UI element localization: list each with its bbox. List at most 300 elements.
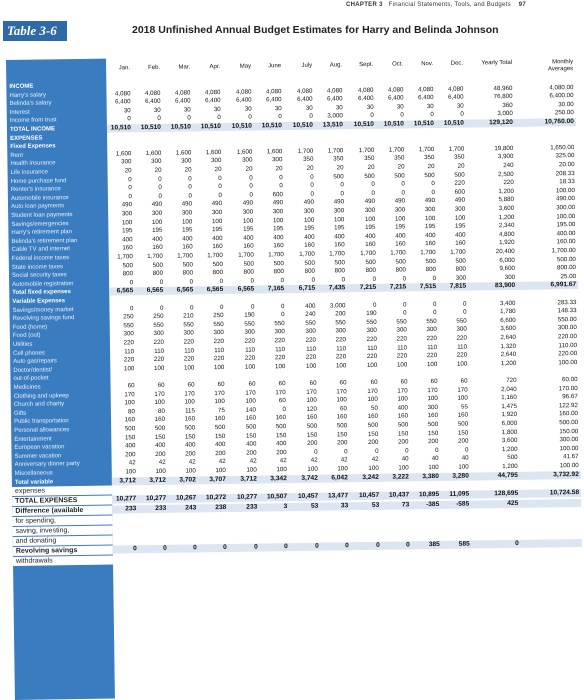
- table-cell: 50: [370, 404, 378, 412]
- row-label: Variable Expenses: [12, 298, 66, 305]
- table-cell: 1,650.00: [550, 143, 575, 152]
- table-cell: -585: [455, 500, 470, 508]
- table-cell: 150.00: [559, 427, 579, 435]
- table-cell: 300.00: [559, 436, 579, 444]
- table-cell: 100: [121, 218, 133, 226]
- table-cell: 300.00: [557, 324, 577, 332]
- table-cell: 10,510: [231, 122, 252, 130]
- table-cell: 220: [335, 353, 347, 361]
- table-cell: 3,000: [327, 112, 343, 120]
- table-cell: 44,795: [497, 471, 518, 479]
- table-cell: 585: [458, 540, 470, 548]
- table-cell: 0: [218, 174, 222, 182]
- table-cell: 30: [123, 107, 131, 115]
- table-cell: 6,991.67: [550, 281, 577, 289]
- table-cell: 0: [402, 301, 407, 309]
- table-cell: 100: [185, 467, 196, 475]
- table-cell: 0: [515, 540, 519, 548]
- table-cell: 148.33: [557, 307, 577, 315]
- table-cell: 3,380: [422, 472, 439, 480]
- table-cell: 42: [249, 457, 257, 466]
- table-cell: 550: [396, 318, 407, 326]
- table-cell: 160: [334, 241, 345, 249]
- table-cell: 300: [181, 209, 193, 217]
- table-cell: 0: [406, 541, 410, 549]
- row-label: Social security taxes: [11, 272, 67, 280]
- table-cell: 100: [306, 396, 317, 405]
- table-cell: 400: [397, 404, 408, 412]
- table-cell: 53: [371, 502, 380, 510]
- table-cell: 30.00: [558, 100, 574, 109]
- table-cell: 30: [244, 105, 252, 113]
- table-cell: 4,080: [265, 87, 282, 95]
- table-cell: 120: [306, 405, 317, 413]
- running-header-text: [346, 2, 526, 8]
- table-cell: 195: [394, 223, 406, 231]
- table-title: 2018 Unfinished Annual Budget Estimates for Harry and Belinda Johnson: [132, 24, 499, 36]
- table-cell: 48,960: [493, 84, 513, 92]
- table-cell: 1,700: [297, 147, 314, 155]
- table-cell: 160: [306, 414, 318, 422]
- table-cell: 100: [454, 214, 466, 222]
- table-cell: 10,895: [418, 491, 440, 499]
- row-label: Doctor/dentist/: [13, 367, 53, 374]
- table-cell: 6,400: [115, 98, 131, 106]
- table-cell: 6,400: [448, 93, 464, 102]
- table-cell: 800: [395, 266, 407, 274]
- table-cell: 4,080: [204, 88, 221, 96]
- table-cell: 300: [504, 273, 516, 281]
- table-cell: 6,600: [500, 316, 516, 324]
- table-cell: 6,400.00: [549, 92, 574, 100]
- table-cell: 110: [306, 345, 317, 353]
- table-cell: 0: [157, 115, 161, 123]
- table-cell: 1,700.00: [551, 247, 576, 255]
- table-cell: 83,900: [494, 282, 516, 290]
- table-cell: 0: [401, 189, 405, 197]
- table-cell: 195: [304, 224, 315, 233]
- table-cell: 550.00: [557, 315, 577, 324]
- table-cell: 10,277: [145, 494, 167, 503]
- table-cell: 18.33: [559, 178, 575, 186]
- table-cell: 160: [365, 241, 376, 249]
- table-cell: 170: [427, 386, 438, 394]
- table-cell: 60: [339, 405, 347, 413]
- table-cell: 800: [152, 270, 164, 278]
- table-cell: 0: [345, 542, 349, 550]
- table-cell: 20: [457, 162, 465, 170]
- table-cell: 170: [245, 389, 256, 397]
- table-cell: 1,920: [501, 411, 518, 419]
- table-cell: 0: [400, 111, 404, 119]
- table-cell: 0: [309, 113, 313, 121]
- table-cell: 200: [276, 448, 287, 457]
- table-cell: 2,640: [500, 351, 517, 359]
- table-cell: 220: [244, 337, 255, 345]
- table-cell: 800: [243, 268, 255, 276]
- table-cell: 160: [397, 412, 409, 420]
- table-cell: 160: [457, 411, 469, 420]
- table-cell: 100: [272, 216, 284, 224]
- table-cell: 3,600: [501, 437, 518, 445]
- table-cell: 300: [396, 326, 407, 334]
- table-cell: 800: [212, 269, 224, 277]
- table-cell: 400: [212, 234, 223, 242]
- table-cell: 4,080: [447, 85, 464, 93]
- table-cell: 1,700: [448, 145, 465, 153]
- row-label: Church and charity: [13, 401, 65, 409]
- table-cell: 500: [214, 423, 226, 432]
- table-cell: 0: [188, 183, 192, 191]
- column-header: Apr.: [209, 64, 221, 71]
- row-label: Income from trust: [9, 117, 57, 125]
- table-cell: 33: [340, 502, 349, 510]
- row-label: Fixed Expenses: [10, 143, 56, 151]
- table-cell: 490: [454, 196, 466, 205]
- table-cell: 220.00: [557, 333, 577, 341]
- table-cell: 10,510: [261, 122, 282, 130]
- table-cell: 0: [404, 447, 409, 455]
- row-label: State income taxes: [11, 263, 63, 271]
- table-cell: 500: [304, 259, 315, 267]
- table-cell: 300: [394, 206, 406, 214]
- table-cell: 6,565: [146, 287, 164, 295]
- table-cell: 7,215: [359, 284, 377, 292]
- table-cell: 0: [432, 274, 437, 282]
- table-cell: 150: [457, 429, 469, 437]
- table-cell: 238: [215, 504, 227, 512]
- table-cell: 400: [276, 440, 287, 448]
- table-cell: 1,700: [299, 250, 315, 258]
- table-cell: 1,200: [501, 445, 518, 453]
- table-cell: 500: [367, 421, 379, 429]
- row-label: Automobile registration: [12, 280, 74, 288]
- table-cell: 195: [454, 222, 466, 230]
- table-cell: 100: [396, 361, 408, 369]
- table-cell: 220: [454, 179, 465, 187]
- page-number: 97: [518, 2, 527, 8]
- table-cell: 42: [279, 457, 287, 465]
- table-cell: 160: [122, 244, 133, 252]
- table-cell: 1,700: [268, 251, 284, 259]
- table-cell: 100: [337, 465, 348, 473]
- table-cell: 100: [123, 365, 135, 373]
- table-cell: 0: [219, 277, 224, 285]
- table-cell: 400: [182, 235, 193, 243]
- row-label: Food (home): [12, 324, 48, 331]
- table-cell: 800: [365, 267, 377, 275]
- table-cell: 233: [246, 503, 258, 511]
- table-cell: 1,600: [236, 148, 253, 156]
- table-cell: 10,760.00: [544, 118, 574, 126]
- row-label: Federal income taxes: [11, 255, 70, 262]
- table-cell: 0: [431, 188, 435, 196]
- table-cell: 7,815: [449, 282, 467, 291]
- table-cell: 300: [242, 156, 253, 165]
- table-cell: 60: [309, 379, 317, 387]
- table-cell: 100: [184, 398, 195, 406]
- table-cell: 500: [336, 422, 348, 430]
- table-cell: 0: [250, 277, 255, 285]
- row-label: for spending,: [12, 516, 112, 526]
- table-cell: 200: [215, 449, 226, 457]
- table-cell: 170: [336, 387, 347, 396]
- table-cell: 220: [426, 352, 438, 360]
- table-cell: 300: [333, 207, 345, 215]
- table-cell: 400: [122, 236, 133, 244]
- table-cell: 250.00: [554, 109, 574, 117]
- row-label: Personal allowances: [14, 427, 70, 434]
- table-cell: 3,600: [498, 204, 515, 213]
- row-label: Rent: [10, 152, 24, 159]
- table-cell: 550: [244, 320, 255, 328]
- table-cell: 200: [246, 449, 257, 457]
- table-cell: 6,400: [236, 96, 252, 104]
- table-cell: 100: [215, 466, 226, 475]
- row-label: Public transportation: [14, 418, 69, 426]
- table-cell: 800: [455, 265, 467, 273]
- table-cell: 0: [128, 184, 132, 192]
- table-cell: 300: [335, 327, 346, 335]
- table-cell: 1,800: [501, 428, 518, 436]
- table-cell: 170: [154, 390, 165, 398]
- table-cell: 220: [153, 356, 165, 364]
- table-cell: 300: [366, 327, 377, 335]
- table-cell: 150: [275, 431, 287, 439]
- table-cell: 200: [335, 310, 346, 318]
- row-label: Summer vacation: [14, 453, 62, 460]
- table-cell: 110: [154, 347, 165, 355]
- table-cell: 10,277: [115, 495, 137, 503]
- table-cell: 110: [336, 344, 347, 353]
- table-cell: 42: [340, 456, 348, 464]
- table-cell: 0: [341, 276, 346, 284]
- table-cell: 2,640: [500, 333, 516, 342]
- table-cell: 160: [273, 242, 284, 250]
- table-cell: 6,400: [358, 95, 374, 103]
- table-cell: 100: [246, 466, 257, 474]
- table-cell: 100: [183, 364, 195, 372]
- column-header: May: [239, 63, 252, 70]
- table-cell: 400: [334, 233, 345, 241]
- table-cell: 160: [184, 415, 196, 423]
- table-cell: 550: [123, 322, 134, 330]
- table-cell: 0: [249, 182, 253, 190]
- table-cell: 190: [244, 311, 255, 319]
- table-cell: 160: [212, 243, 223, 251]
- table-cell: 0: [432, 300, 437, 308]
- table-cell: 53: [310, 502, 319, 510]
- table-cell: 0: [188, 175, 192, 183]
- table-cell: 500: [454, 171, 465, 179]
- table-cell: 40: [431, 455, 439, 463]
- table-cell: 400: [246, 440, 257, 448]
- table-cell: 300: [123, 330, 134, 338]
- table-cell: 500: [334, 258, 345, 267]
- table-cell: 500: [306, 422, 318, 430]
- table-cell: 150: [306, 431, 318, 439]
- table-cell: 100: [305, 362, 317, 370]
- table-cell: 7,515: [419, 283, 437, 291]
- table-cell: 400: [273, 233, 284, 242]
- table-cell: 550: [456, 317, 467, 325]
- table-cell: 0: [249, 191, 253, 199]
- table-cell: 220: [396, 335, 407, 343]
- table-cell: 10,724.58: [549, 489, 580, 497]
- table-cell: 4,080: [357, 86, 374, 94]
- table-cell: 150: [336, 430, 348, 439]
- table-cell: 30: [213, 105, 221, 113]
- table-cell: 100: [336, 396, 347, 404]
- table-cell: 0: [129, 279, 134, 287]
- table-cell: 233: [125, 505, 137, 513]
- table-cell: 7,165: [267, 285, 285, 293]
- table-cell: 6,400: [145, 98, 161, 106]
- table-cell: 10,510: [353, 120, 374, 129]
- table-cell: 0: [434, 446, 439, 454]
- table-cell: 0: [310, 181, 314, 189]
- table-cell: 220.00: [558, 350, 578, 358]
- column-header: Nov.: [421, 61, 434, 68]
- table-cell: 150: [427, 429, 439, 437]
- table-cell: 800.00: [556, 264, 577, 272]
- table-cell: 400: [215, 441, 226, 449]
- table-cell: 400: [243, 234, 254, 242]
- table-cell: 220: [274, 354, 286, 362]
- table-cell: 20: [306, 164, 314, 172]
- row-label: Student loan payments: [11, 212, 73, 219]
- table-cell: 300: [427, 403, 438, 411]
- table-cell: 40: [461, 454, 469, 463]
- table-cell: 550: [153, 321, 164, 329]
- table-cell: 2,340: [498, 222, 515, 230]
- table-cell: 400: [185, 441, 196, 449]
- table-cell: 500: [397, 421, 409, 429]
- table-cell: 220: [123, 339, 135, 347]
- table-cell: 41.67: [563, 453, 579, 461]
- table-cell: 60: [370, 378, 378, 386]
- table-cell: 80: [157, 407, 165, 415]
- table-cell: 0: [284, 543, 288, 551]
- table-cell: 0: [188, 192, 192, 200]
- table-cell: 0: [372, 275, 377, 283]
- table-cell: 100: [366, 361, 378, 369]
- table-cell: 0: [129, 304, 134, 312]
- table-cell: 160: [304, 242, 315, 250]
- table-cell: 550: [335, 319, 346, 327]
- table-cell: 128,695: [494, 490, 519, 498]
- table-cell: 220: [244, 354, 256, 362]
- table-cell: 100: [398, 464, 409, 472]
- row-label: Difference (available: [12, 506, 112, 516]
- table-cell: 60: [248, 380, 256, 388]
- table-cell: 110: [124, 347, 135, 355]
- table-cell: 300: [151, 209, 163, 217]
- table-cell: 20: [397, 163, 405, 171]
- table-cell: 110: [397, 344, 408, 352]
- table-cell: 6,400: [297, 95, 313, 104]
- table-cell: 100.00: [555, 186, 575, 195]
- row-label: TOTAL EXPENSES: [12, 496, 112, 506]
- table-cell: [539, 499, 579, 508]
- table-cell: 100: [307, 465, 318, 473]
- table-cell: 500: [395, 258, 406, 266]
- table-cell: 800: [334, 267, 346, 275]
- table-label: Table 3-6: [3, 21, 67, 41]
- table-cell: 350: [333, 155, 344, 163]
- table-cell: 233: [155, 504, 167, 513]
- table-cell: 150: [184, 432, 196, 441]
- table-cell: 10,457: [358, 492, 380, 500]
- table-cell: 500: [364, 172, 375, 180]
- row-label: Miscellaneous: [14, 470, 53, 477]
- table-cell: 550: [426, 317, 437, 325]
- table-cell: 76,800: [493, 93, 513, 101]
- row-label: Food (out): [12, 332, 41, 340]
- table-cell: 1,700: [388, 146, 405, 154]
- table-cell: 0: [340, 190, 344, 198]
- table-cell: 1,600: [205, 148, 222, 157]
- table-cell: 0: [163, 544, 167, 553]
- table-cell: 720: [506, 376, 517, 385]
- table-cell: 300: [213, 329, 224, 337]
- table-cell: 300: [455, 274, 467, 282]
- table-cell: 0: [310, 190, 314, 198]
- table-cell: 0: [159, 278, 164, 286]
- table-cell: 55: [460, 403, 468, 411]
- table-cell: 42: [310, 457, 318, 465]
- table-cell: 0: [128, 193, 132, 201]
- table-cell: 100.00: [559, 444, 579, 453]
- table-cell: 1,475: [501, 402, 517, 410]
- table-cell: 10,507: [266, 493, 288, 501]
- row-label: Home purchase fund: [10, 177, 67, 185]
- table-cell: 30: [456, 102, 464, 110]
- table-cell: 490: [151, 201, 163, 209]
- table-cell: 1,200: [498, 213, 515, 221]
- table-cell: 195: [212, 226, 223, 234]
- table-cell: 1,780: [500, 308, 516, 316]
- table-cell: 2,500: [498, 170, 514, 178]
- row-label: Savings/emergencies: [11, 220, 69, 228]
- table-cell: 100: [364, 215, 376, 223]
- table-cell: 0: [250, 303, 255, 311]
- table-cell: 283.33: [557, 298, 577, 306]
- table-cell: 10,437: [388, 491, 410, 499]
- table-cell: 500: [184, 424, 196, 432]
- table-cell: 42: [371, 456, 379, 464]
- table-cell: [540, 539, 580, 548]
- table-cell: 0: [254, 543, 258, 551]
- table-cell: 400: [304, 233, 315, 241]
- table-cell: 500: [122, 261, 133, 269]
- table-cell: 6,400: [327, 95, 343, 103]
- table-cell: 115: [184, 407, 195, 415]
- table-cell: 60: [430, 378, 438, 386]
- table-cell: 500: [427, 421, 439, 429]
- table-cell: 200: [457, 437, 469, 445]
- table-cell: 500: [152, 261, 163, 269]
- table-cell: 800: [182, 269, 194, 277]
- table-cell: 400: [155, 441, 166, 450]
- table-cell: 500: [365, 258, 376, 266]
- table-cell: 40: [401, 455, 409, 463]
- row-label: Utilities: [12, 341, 33, 348]
- table-cell: 1,320: [500, 342, 517, 350]
- table-cell: 240: [503, 161, 514, 170]
- table-cell: 0: [218, 191, 222, 199]
- row-label: Belinda's salary: [9, 100, 52, 108]
